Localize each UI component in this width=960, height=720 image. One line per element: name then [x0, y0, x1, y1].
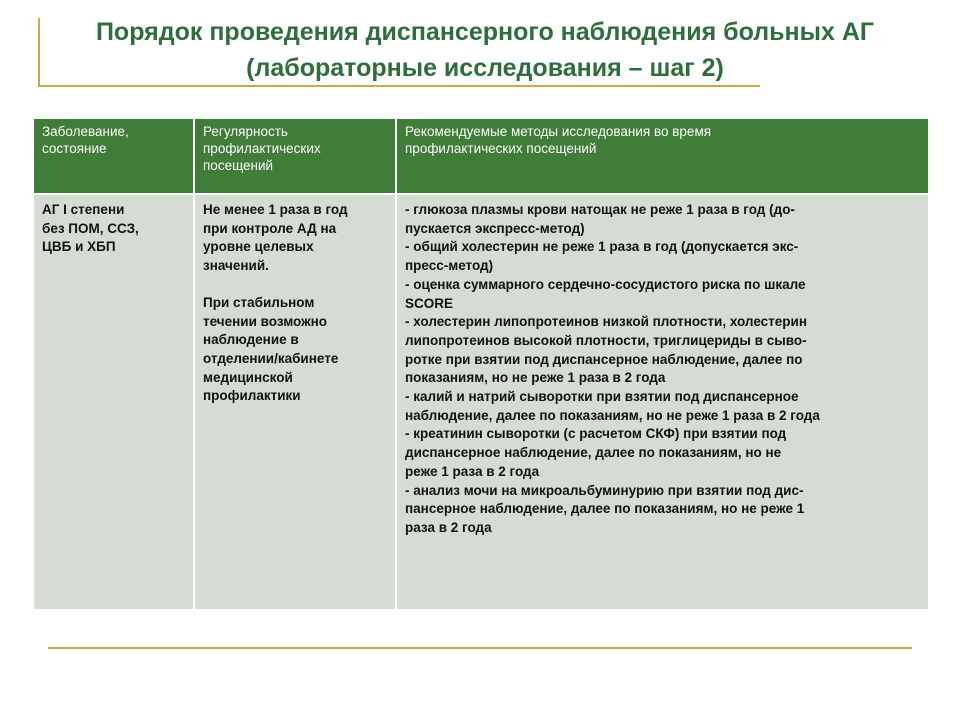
cell-methods: - глюкоза плазмы крови натощак не реже 1 раза в год (до- пускается экспресс-метод) - общий холестерин не реже 1 раза в год (допускается экс- пресс-метод) - оценка суммарного сердечно-сосудистого риска по шкале SCORE - холестерин липопротеинов низкой плотности, холестерин липопротеинов высокой плотности, триглицериды в сыво- ротке при взятии под диспансерное наблюдение, далее по показаниям, но не реже 1 раза в 2 года - калий и натрий сыворотки при взятии под диспансерное наблюдение, далее по показаниям, но не реже 1 раза в 2 года - креатинин сыворотки (с расчетом СКФ) при взятии под диспансерное наблюдение, далее по показаниям, но не реже 1 раза в 2 года - анализ мочи на микроальбуминурию при взятии под дис- пансерное наблюдение, далее по показаниям, но не реже 1 раза в 2 года: [396, 194, 929, 609]
header-regularity: Регулярность профилактических посещений: [194, 119, 396, 194]
title-line-1: Порядок проведения диспансерного наблюдения больных АГ: [95, 18, 875, 46]
cell-condition: АГ I степени без ПОМ, ССЗ, ЦВБ и ХБП: [33, 194, 194, 609]
table-header-row: [33, 119, 929, 194]
header-condition: Заболевание, состояние: [33, 119, 194, 194]
title-line-2: (лабораторные исследования – шаг 2): [246, 54, 724, 82]
slide-title: [40, 14, 930, 86]
cell-regularity: Не менее 1 раза в год при контроле АД на уровне целевых значений. При стабильном течении возможно наблюдение в отделении/кабинете медицинской профилактики: [194, 194, 396, 609]
observation-table: [32, 119, 930, 609]
header-methods: Рекомендуемые методы исследования во время профилактических посещений: [396, 119, 929, 194]
accent-bottom-line: [48, 647, 912, 649]
table-row: [33, 194, 929, 609]
